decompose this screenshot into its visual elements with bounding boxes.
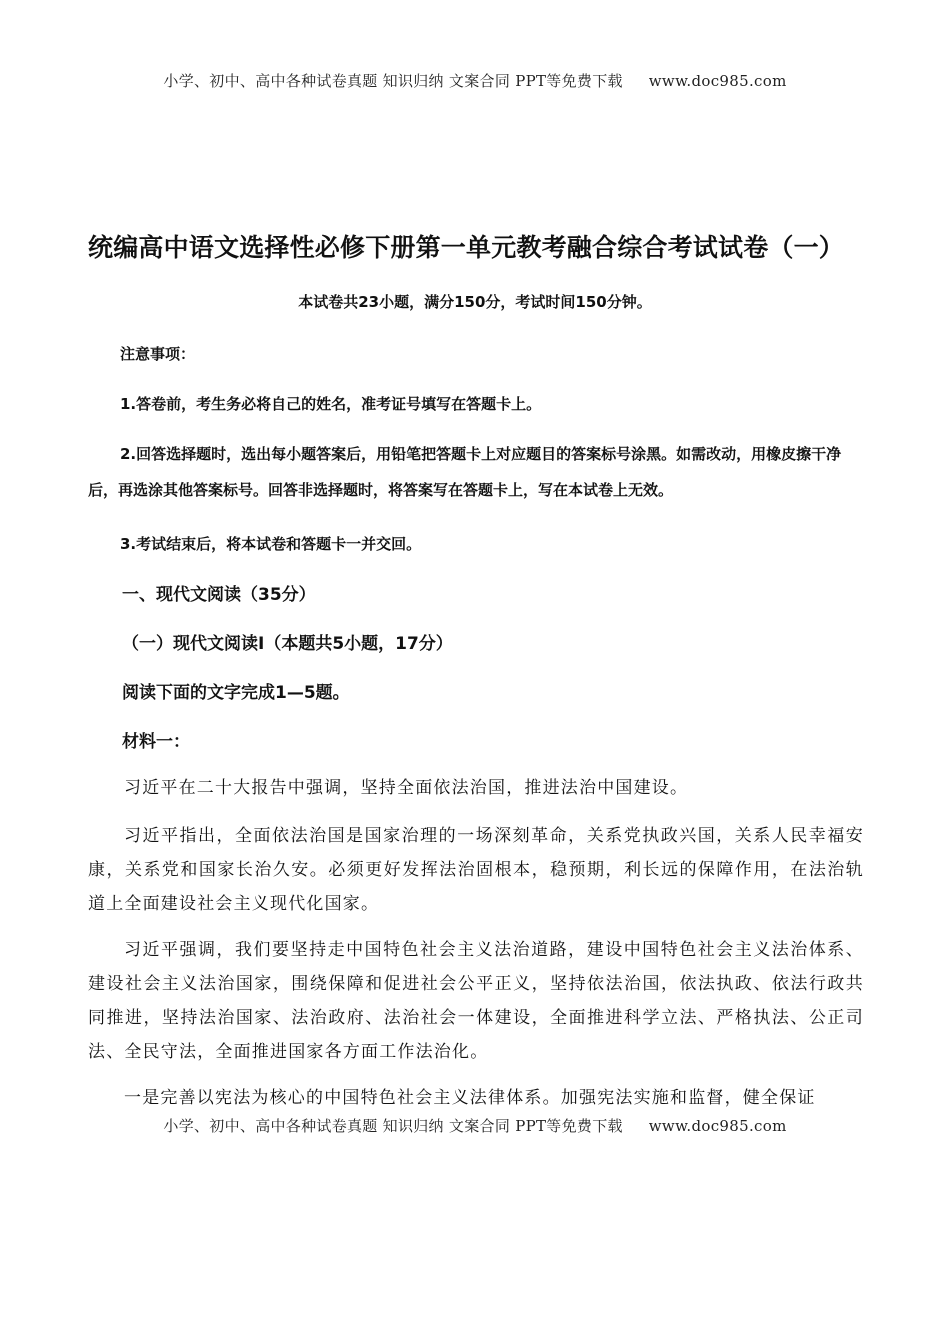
paragraph-1: 习近平在二十大报告中强调，坚持全面依法治国，推进法治中国建设。 <box>124 778 689 798</box>
notes-heading: 注意事项： <box>120 345 196 363</box>
footer-site-link[interactable]: www.doc985.com <box>648 1117 787 1135</box>
footer-text: 小学、初中、高中各种试卷真题 知识归纳 文案合同 PPT等免费下载 <box>163 1117 623 1135</box>
exam-title: 统编高中语文选择性必修下册第一单元教考融合综合考试试卷（一） <box>88 233 845 262</box>
paragraph-2: 习近平指出，全面依法治国是国家治理的一场深刻革命，关系党执政兴国，关系人民幸福安康，关系党和国家长治久安。必须更好发挥法治固根本，稳预期，利长远的保障作用，在法治轨道上全面建设社会主义现代化国家。 <box>88 826 864 914</box>
page-header <box>0 70 950 91</box>
header-text: 小学、初中、高中各种试卷真题 知识归纳 文案合同 PPT等免费下载 <box>163 72 623 90</box>
note-item-1: 1.答卷前，考生务必将自己的姓名，准考证号填写在答题卡上。 <box>120 395 542 413</box>
section-heading-part1: 一、现代文阅读（35分） <box>122 585 316 605</box>
note-item-2: 2.回答选择题时，选出每小题答案后，用铅笔把答题卡上对应题目的答案标号涂黑。如需改动，用橡皮擦干净后，再选涂其他答案标号。回答非选择题时，将答案写在答题卡上，写在本试卷上无效。 <box>88 445 842 499</box>
header-site-link[interactable]: www.doc985.com <box>648 72 787 90</box>
material-label: 材料一： <box>122 732 190 752</box>
paragraph-3: 习近平强调，我们要坚持走中国特色社会主义法治道路，建设中国特色社会主义法治体系、建设社会主义法治国家，围绕保障和促进社会公平正义，坚持依法治国，依法执政、依法行政共同推进，坚持法治国家、法治政府、法治社会一体建设，全面推进科学立法、严格执法、公正司法、全民守法，全面推进国家各方面工作法治化。 <box>88 940 864 1062</box>
page-footer <box>0 1115 950 1136</box>
section-subheading-reading1: （一）现代文阅读Ⅰ（本题共5小题，17分） <box>122 634 453 654</box>
reading-instruction: 阅读下面的文字完成1—5题。 <box>122 683 350 703</box>
note-item-3: 3.考试结束后，将本试卷和答题卡一并交回。 <box>120 535 422 553</box>
exam-subtitle: 本试卷共23小题，满分150分，考试时间150分钟。 <box>298 293 652 311</box>
paragraph-4: 一是完善以宪法为核心的中国特色社会主义法律体系。加强宪法实施和监督，健全保证 <box>124 1088 816 1108</box>
